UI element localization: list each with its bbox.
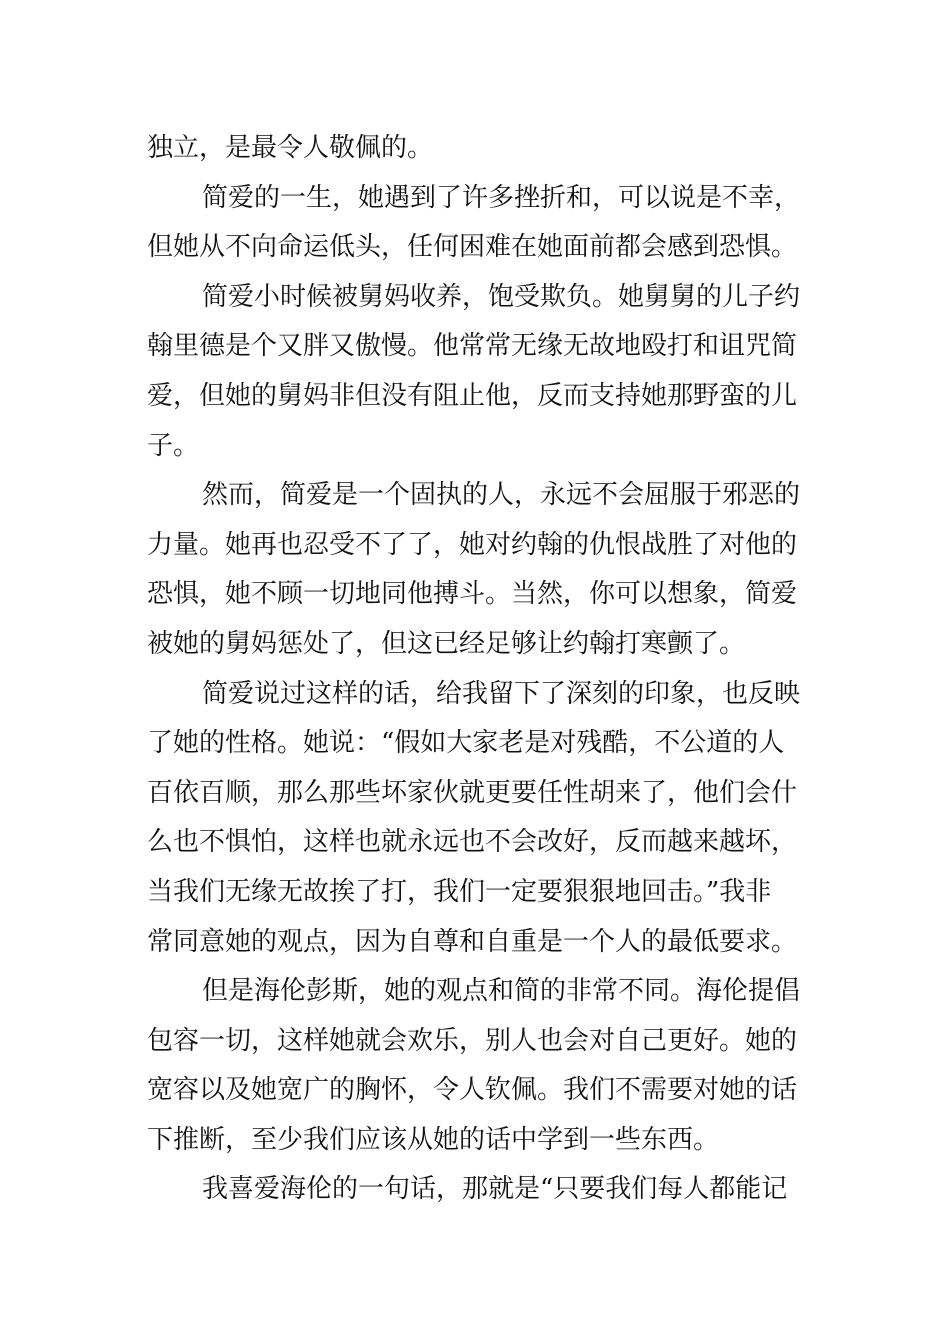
paragraph-first-line: 然而，简爱是一个固执的人，永远不会屈服于邪恶的 (202, 480, 801, 511)
text-line: 子。 (147, 430, 200, 461)
paragraph-first-line: 简爱的一生，她遇到了许多挫折和，可以说是不幸， (202, 182, 801, 213)
text-line: 包容一切，这样她就会欢乐，别人也会对自己更好。她的 (147, 1025, 798, 1056)
text-line: 被她的舅妈惩处了，但这已经足够让约翰打寒颤了。 (147, 628, 746, 659)
text-line: 但她从不向命运低头，任何困难在她面前都会感到恐惧。 (147, 232, 798, 263)
paragraph-first-line: 简爱小时候被舅妈收养，饱受欺负。她舅舅的儿子约 (202, 281, 801, 312)
text-line: 百依百顺，那么那些坏家伙就更要任性胡来了，他们会什 (147, 777, 798, 808)
paragraph-first-line: 简爱说过这样的话，给我留下了深刻的印象，也反映 (202, 678, 801, 709)
text-line: 么也不惧怕，这样也就永远也不会改好，反而越来越坏， (147, 827, 798, 858)
text-line: 翰里德是个又胖又傲慢。他常常无缘无故地殴打和诅咒简 (147, 331, 798, 362)
text-line: 宽容以及她宽广的胸怀，令人钦佩。我们不需要对她的话 (147, 1075, 798, 1106)
text-line: 了她的性格。她说：“假如大家老是对残酷，不公道的人 (147, 728, 785, 759)
text-line: 恐惧，她不顾一切地同他搏斗。当然，你可以想象，简爱 (147, 579, 798, 610)
text-line: 独立，是最令人敬佩的。 (147, 133, 434, 163)
body-text (147, 124, 807, 1215)
text-line: 当我们无缘无故挨了打，我们一定要狠狠地回击。”我非 (147, 876, 772, 907)
paragraph-first-line: 但是海伦彭斯，她的观点和简的非常不同。海伦提倡 (202, 976, 801, 1007)
paragraph-first-line: 我喜爱海伦的一句话，那就是“只要我们每人都能记 (202, 1174, 788, 1205)
text-line: 力量。她再也忍受不了了，她对约翰的仇恨战胜了对他的 (147, 529, 798, 560)
text-line: 爱，但她的舅妈非但没有阻止他，反而支持她那野蛮的儿 (147, 380, 798, 411)
text-line: 下推断，至少我们应该从她的话中学到一些东西。 (147, 1124, 720, 1155)
text-line: 常同意她的观点，因为自尊和自重是一个人的最低要求。 (147, 926, 798, 957)
